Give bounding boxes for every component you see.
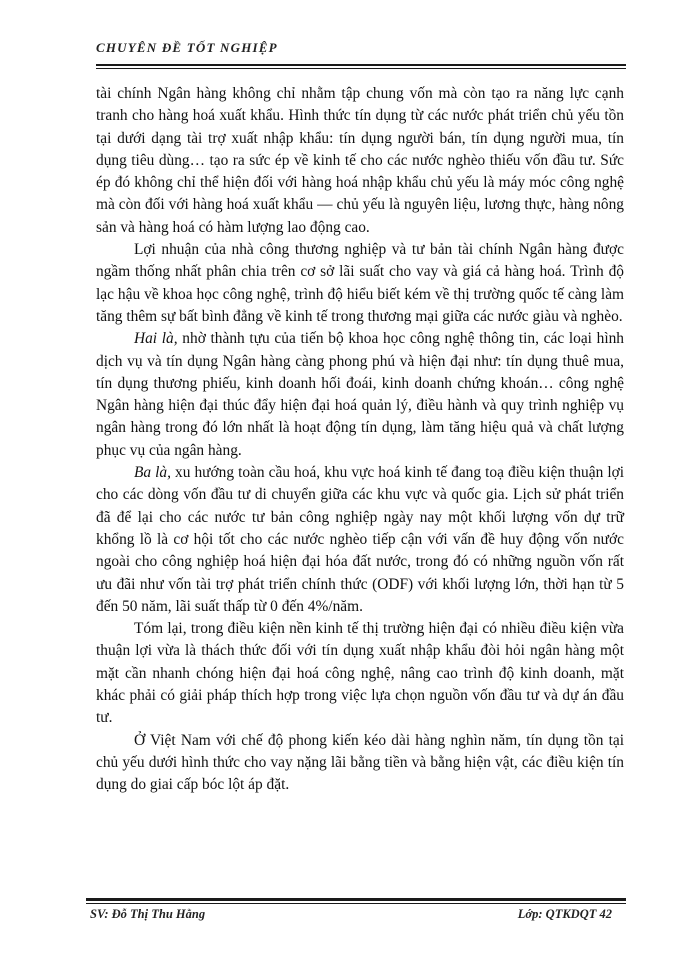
paragraph-1-text: tài chính Ngân hàng không chỉ nhằm tập chung vốn mà còn tạo ra năng lực cạnh tranh cho hàng hoá xuất khẩu. Hình thức tín dụng từ các nước phát triển chủ yếu tồn tại dưới dạng tài trợ xuất nhập khẩu: tín dụng người bán, tín dụng người mua, tín dụng tiêu dùng… tạo ra sức ép về kinh tế cho các nước nghèo thiếu vốn đầu tư. Sức ép đó không chỉ thể hiện đối với hàng hoá nhập khẩu chủ yếu là máy móc công nghệ mà còn đối với hàng hoá xuất khẩu — chủ yếu là nguyên liệu, lương thực, hàng nông sản và hàng hoá có hàm lượng lao động cao.: [96, 85, 624, 236]
paragraph-2: [96, 239, 624, 328]
paragraph-2-text: Lợi nhuận của nhà công thương nghiệp và tư bản tài chính Ngân hàng được ngầm thống nhất phân chia trên cơ sở lãi suất cho vay và giá cả hàng hoá. Trình độ lạc hậu về khoa học công nghệ, trình độ hiểu biết kém về thị trường quốc tế càng làm tăng thêm sự bất bình đẳng về kinh tế trong thương mại giữa các nước giàu và nghèo.: [96, 241, 624, 325]
header-rule-thin: [96, 68, 626, 69]
paragraph-4-lead: Ba là,: [134, 464, 171, 482]
paragraph-3: [96, 328, 624, 462]
footer-rule-thin: [86, 903, 626, 904]
footer-author: SV: Đỗ Thị Thu Hằng: [90, 907, 206, 921]
paragraph-4-text: xu hướng toàn cầu hoá, khu vực hoá kinh tế đang toạ điều kiện thuận lợi cho các dòng vốn đầu tư di chuyển giữa các khu vực và quốc gia. Lịch sử phát triển đã để lại cho các nước tư bản công nghiệp ngày nay một khối lượng vốn dự trữ khổng lồ là cơ hội tốt cho các nước nghèo tiếp cận với vấn đề huy động vốn nước ngoài cho công nghiệp hoá hiện đại hóa đất nước, trong đó có những nguồn vốn rất ưu đãi như vốn tài trợ phát triển chính thức (ODF) với khối lượng lớn, thời hạn từ 5 đến 50 năm, lãi suất thấp từ 0 đến 4%/năm.: [96, 464, 625, 615]
paragraph-5: [96, 618, 624, 729]
header-rule-thick: [96, 64, 626, 66]
paragraph-3-lead: Hai là,: [134, 330, 178, 348]
document-body: [96, 83, 624, 797]
paragraph-6-text: Ở Việt Nam với chế độ phong kiến kéo dài hàng nghìn năm, tín dụng tồn tại chủ yếu dưới hình thức cho vay nặng lãi bằng tiền và bằng hiện vật, các điều kiện tín dụng do giai cấp bóc lột áp đặt.: [96, 731, 624, 794]
paragraph-5-text: Tóm lại, trong điều kiện nền kinh tế thị trường hiện đại có nhiều điều kiện vừa thuận lợi vừa là thách thức đối với tín dụng xuất nhập khẩu đòi hỏi ngân hàng một mặt cần nhanh chóng hiện đại hoá công nghệ, nâng cao trình độ kinh doanh, mặt khác phải có giải pháp thích hợp trong việc lựa chọn nguồn vốn đầu tư và dự án đầu tư.: [96, 620, 624, 727]
page-header-title: CHUYÊN ĐỀ TỐT NGHIỆP: [96, 40, 278, 55]
footer-class: Lớp: QTKDQT 42: [517, 907, 612, 921]
footer-rule-thick: [86, 898, 626, 901]
paragraph-6: [96, 730, 624, 797]
paragraph-3-text: nhờ thành tựu của tiến bộ khoa học công nghệ thông tin, các loại hình dịch vụ và tín dụng Ngân hàng càng phong phú và hiện đại như: tín dụng thuê mua, tín dụng thương phiếu, kinh doanh hối đoái, kinh doanh chứng khoán… công nghệ Ngân hàng hiện đại thúc đẩy hiện đại hoá quản lý, điều hành và quy trình nghiệp vụ ngân hàng trong đó lớn nhất là hoạt động tín dụng, làm tăng hiệu quả và chất lượng phục vụ của ngân hàng.: [96, 330, 624, 459]
paragraph-4: [96, 462, 624, 618]
paragraph-1: [96, 83, 624, 239]
